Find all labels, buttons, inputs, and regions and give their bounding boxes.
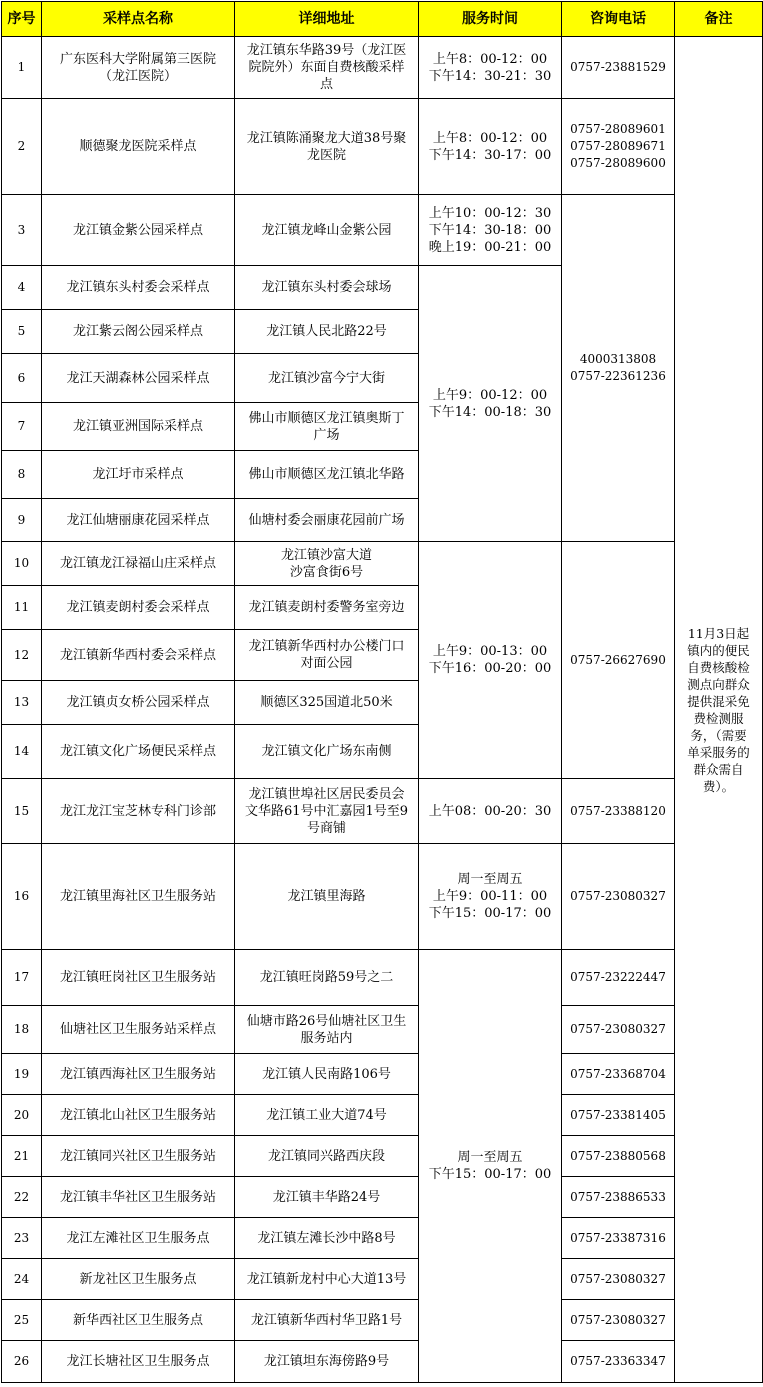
site-address: 龙江镇同兴路西庆段: [235, 1136, 419, 1177]
service-time: 上午08：00-20：30: [419, 779, 562, 844]
row-index: 5: [2, 310, 42, 354]
row-index: 9: [2, 499, 42, 542]
site-address: 龙江镇新华西村华卫路1号: [235, 1300, 419, 1341]
site-address: 龙江镇坦东海傍路9号: [235, 1341, 419, 1383]
header-phone: 咨询电话: [562, 2, 675, 37]
phone-number: 0757-23381405: [562, 1095, 675, 1136]
site-name: 龙江镇西海社区卫生服务站: [42, 1054, 235, 1095]
site-address: 龙江镇新龙村中心大道13号: [235, 1259, 419, 1300]
row-index: 11: [2, 586, 42, 630]
site-name: 龙江长塘社区卫生服务点: [42, 1341, 235, 1383]
site-name: 龙江圩市采样点: [42, 451, 235, 499]
site-address: 龙江镇文化广场东南侧: [235, 725, 419, 779]
service-time: 周一至周五 上午9：00-11：00 下午15：00-17：00: [419, 844, 562, 950]
site-name: 仙塘社区卫生服务站采样点: [42, 1006, 235, 1054]
site-name: 龙江镇亚洲国际采样点: [42, 403, 235, 451]
table-row: [2, 1095, 763, 1136]
site-name: 龙江镇金紫公园采样点: [42, 195, 235, 266]
header-note: 备注: [675, 2, 763, 37]
table-row: [2, 1136, 763, 1177]
row-index: 4: [2, 266, 42, 310]
service-time: 上午9：00-13：00 下午16：00-20：00: [419, 542, 562, 779]
site-address: 龙江镇丰华路24号: [235, 1177, 419, 1218]
phone-number: 0757-23080327: [562, 1259, 675, 1300]
site-address: 龙江镇左滩长沙中路8号: [235, 1218, 419, 1259]
row-index: 20: [2, 1095, 42, 1136]
sampling-sites-table: [1, 1, 763, 1383]
site-address: 仙塘市路26号仙塘社区卫生 服务站内: [235, 1006, 419, 1054]
row-index: 1: [2, 37, 42, 99]
row-index: 24: [2, 1259, 42, 1300]
row-index: 2: [2, 99, 42, 195]
phone-number: 4000313808 0757-22361236: [562, 195, 675, 542]
site-name: 龙江龙江宝芝林专科门诊部: [42, 779, 235, 844]
phone-number: 0757-26627690: [562, 542, 675, 779]
site-name: 新龙社区卫生服务点: [42, 1259, 235, 1300]
row-index: 10: [2, 542, 42, 586]
site-address: 仙塘村委会丽康花园前广场: [235, 499, 419, 542]
site-address: 龙江镇沙富大道 沙富食街6号: [235, 542, 419, 586]
table-row: [2, 1300, 763, 1341]
table-row: [2, 1259, 763, 1300]
site-address: 龙江镇新华西村办公楼门口 对面公园: [235, 630, 419, 681]
site-name: 龙江镇同兴社区卫生服务站: [42, 1136, 235, 1177]
table-row: [2, 1341, 763, 1383]
site-name: 新华西社区卫生服务点: [42, 1300, 235, 1341]
site-address: 龙江镇陈涌聚龙大道38号聚 龙医院: [235, 99, 419, 195]
site-name: 龙江天湖森林公园采样点: [42, 354, 235, 403]
phone-number: 0757-23080327: [562, 1300, 675, 1341]
site-name: 龙江镇丰华社区卫生服务站: [42, 1177, 235, 1218]
row-index: 17: [2, 950, 42, 1006]
table-header-row: [2, 2, 763, 37]
table-row: [2, 950, 763, 1006]
phone-number: 0757-23222447: [562, 950, 675, 1006]
site-address: 佛山市顺德区龙江镇北华路: [235, 451, 419, 499]
table-row: [2, 1006, 763, 1054]
site-address: 顺德区325国道北50米: [235, 681, 419, 725]
service-time: 上午9：00-12：00 下午14：00-18：30: [419, 266, 562, 542]
phone-number: 0757-23387316: [562, 1218, 675, 1259]
table-row: [2, 195, 763, 266]
service-time: 上午8：00-12：00 下午14：30-21：30: [419, 37, 562, 99]
site-address: 龙江镇里海路: [235, 844, 419, 950]
row-index: 16: [2, 844, 42, 950]
row-index: 18: [2, 1006, 42, 1054]
site-address: 龙江镇工业大道74号: [235, 1095, 419, 1136]
row-index: 14: [2, 725, 42, 779]
phone-number: 0757-23880568: [562, 1136, 675, 1177]
phone-number: 0757-23881529: [562, 37, 675, 99]
row-index: 3: [2, 195, 42, 266]
site-address: 龙江镇旺岗路59号之二: [235, 950, 419, 1006]
table-row: [2, 1218, 763, 1259]
row-index: 19: [2, 1054, 42, 1095]
site-name: 龙江镇旺岗社区卫生服务站: [42, 950, 235, 1006]
service-time: 上午8：00-12：00 下午14：30-17：00: [419, 99, 562, 195]
table-row: [2, 1177, 763, 1218]
site-name: 龙江镇北山社区卫生服务站: [42, 1095, 235, 1136]
site-name: 龙江镇东头村委会采样点: [42, 266, 235, 310]
row-index: 26: [2, 1341, 42, 1383]
header-site-name: 采样点名称: [42, 2, 235, 37]
table-row: [2, 37, 763, 99]
site-address: 龙江镇龙峰山金紫公园: [235, 195, 419, 266]
phone-number: 0757-23363347: [562, 1341, 675, 1383]
row-index: 21: [2, 1136, 42, 1177]
row-index: 8: [2, 451, 42, 499]
header-index: 序号: [2, 2, 42, 37]
site-address: 龙江镇世埠社区居民委员会 文华路61号中汇嘉园1号至9 号商铺: [235, 779, 419, 844]
site-name: 龙江仙塘丽康花园采样点: [42, 499, 235, 542]
site-name: 龙江镇文化广场便民采样点: [42, 725, 235, 779]
row-index: 13: [2, 681, 42, 725]
row-index: 6: [2, 354, 42, 403]
site-address: 龙江镇东头村委会球场: [235, 266, 419, 310]
site-name: 龙江镇里海社区卫生服务站: [42, 844, 235, 950]
site-address: 龙江镇麦朗村委警务室旁边: [235, 586, 419, 630]
row-index: 7: [2, 403, 42, 451]
site-name: 顺德聚龙医院采样点: [42, 99, 235, 195]
site-address: 龙江镇人民南路106号: [235, 1054, 419, 1095]
site-name: 龙江镇新华西村委会采样点: [42, 630, 235, 681]
row-index: 23: [2, 1218, 42, 1259]
table-row: [2, 99, 763, 195]
site-address: 龙江镇东华路39号（龙江医 院院外）东面自费核酸采样 点: [235, 37, 419, 99]
site-name: 广东医科大学附属第三医院 （龙江医院）: [42, 37, 235, 99]
row-index: 12: [2, 630, 42, 681]
phone-number: 0757-23080327: [562, 844, 675, 950]
row-index: 22: [2, 1177, 42, 1218]
phone-number: 0757-23368704: [562, 1054, 675, 1095]
table-row: [2, 779, 763, 844]
phone-number: 0757-23886533: [562, 1177, 675, 1218]
phone-number: 0757-28089601 0757-28089671 0757-28089600: [562, 99, 675, 195]
site-name: 龙江镇麦朗村委会采样点: [42, 586, 235, 630]
site-name: 龙江紫云阁公园采样点: [42, 310, 235, 354]
phone-number: 0757-23080327: [562, 1006, 675, 1054]
site-name: 龙江左滩社区卫生服务点: [42, 1218, 235, 1259]
header-address: 详细地址: [235, 2, 419, 37]
note-cell: 11月3日起 镇内的便民 自费核酸检 测点向群众 提供混采免 费检测服 务，（需要 单采服务的 群众需自 费）。: [675, 37, 763, 1383]
site-address: 龙江镇沙富今宁大街: [235, 354, 419, 403]
header-service-time: 服务时间: [419, 2, 562, 37]
table-row: [2, 1054, 763, 1095]
service-time: 周一至周五 下午15：00-17：00: [419, 950, 562, 1383]
service-time: 上午10：00-12：30 下午14：30-18：00 晚上19：00-21：00: [419, 195, 562, 266]
table-row: [2, 844, 763, 950]
phone-number: 0757-23388120: [562, 779, 675, 844]
table-row: [2, 542, 763, 586]
site-name: 龙江镇龙江禄福山庄采样点: [42, 542, 235, 586]
row-index: 15: [2, 779, 42, 844]
site-address: 佛山市顺德区龙江镇奥斯丁 广场: [235, 403, 419, 451]
site-name: 龙江镇贞女桥公园采样点: [42, 681, 235, 725]
row-index: 25: [2, 1300, 42, 1341]
site-address: 龙江镇人民北路22号: [235, 310, 419, 354]
